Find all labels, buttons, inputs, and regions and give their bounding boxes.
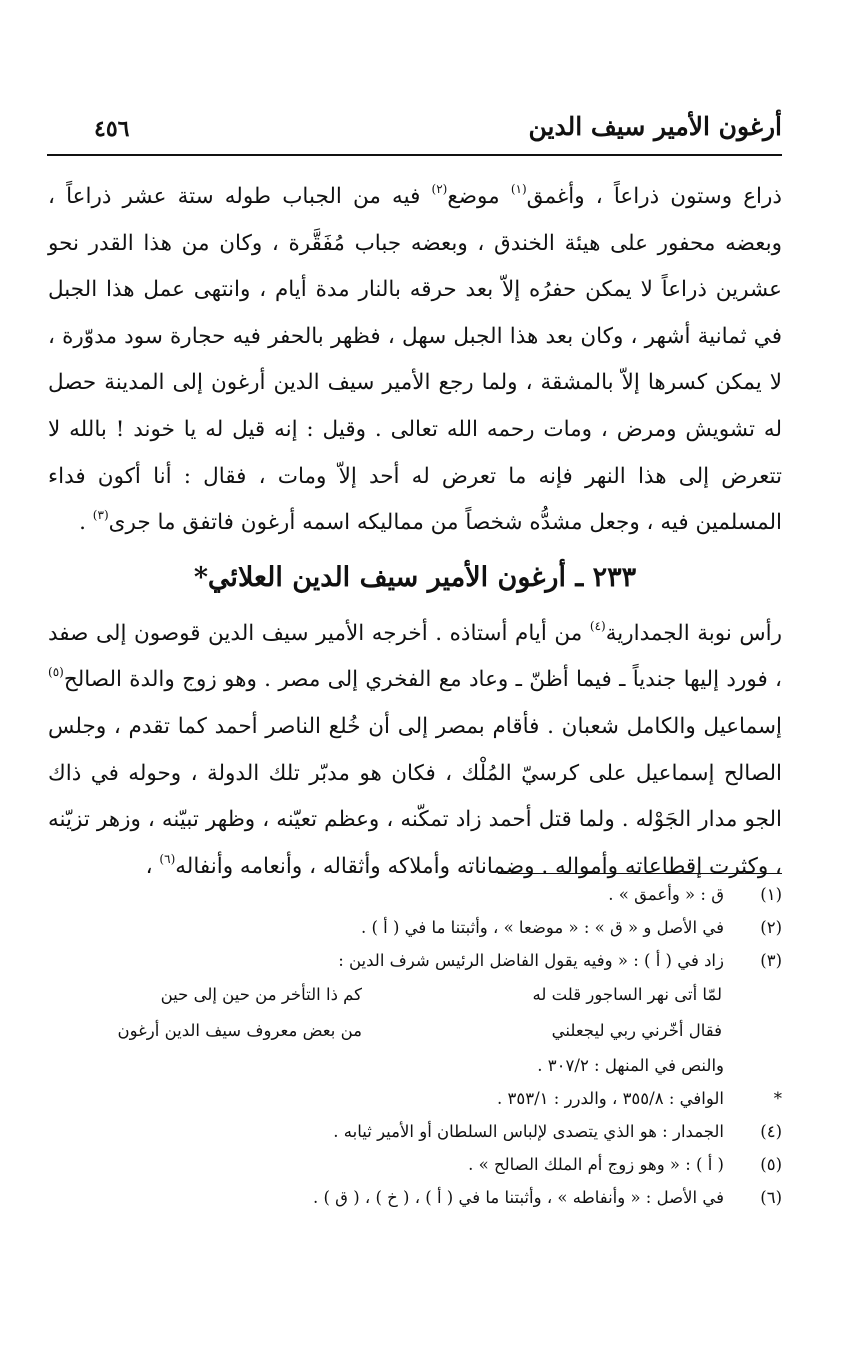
footnote-number: (١) [760, 885, 782, 904]
footnote-text: زاد في ( أ ) : « وفيه يقول الفاضل الرئيس شرف الدين : [338, 951, 724, 970]
footnote-ref-6: (٦) [159, 851, 176, 866]
text-segment: ، [145, 853, 160, 879]
footnote-2 [60, 911, 782, 944]
header-divider [47, 154, 782, 156]
verse-hemistich-right: لمّا أتى نهر الساجور قلت له [532, 985, 722, 1004]
footnote-ref-5: (٥) [48, 665, 64, 680]
footnote-number: (٥) [760, 1155, 782, 1174]
footnote-1 [60, 878, 782, 911]
paragraph-1 [48, 174, 782, 547]
footnote-3-source [60, 1049, 782, 1082]
footnote-text: في الأصل و « ق » : « موضعا » ، وأثبتنا ما في ( أ ) . [360, 918, 724, 937]
verse-line-2 [60, 1013, 782, 1049]
footnote-ref-1: (١) [510, 182, 527, 196]
footnote-6 [60, 1181, 782, 1214]
text-segment: موضع [447, 184, 511, 209]
footnote-text: الجمدار : هو الذي يتصدى لإلباس السلطان أو الأمير ثيابه . [333, 1122, 724, 1141]
running-header [47, 112, 782, 156]
footnote-number: (٤) [760, 1122, 782, 1141]
footnote-number: (٢) [760, 918, 782, 937]
footnote-3 [60, 944, 782, 977]
footnote-ref-3: (٣) [92, 508, 109, 523]
verse-hemistich-right: فقال أخّرني ربي ليجعلني [551, 1021, 722, 1040]
verse-hemistich-left: من بعض معروف سيف الدين أرغون [117, 1021, 362, 1040]
footnote-number: (٦) [760, 1188, 782, 1207]
footnote-text: ق : « وأعمق » . [608, 885, 724, 904]
main-text [48, 174, 782, 890]
footnote-marker: * [773, 1089, 782, 1108]
footnote-5 [60, 1148, 782, 1181]
footnote-ref-2: (٢) [431, 182, 448, 196]
footnotes [60, 878, 782, 1214]
footnote-4 [60, 1115, 782, 1148]
page-number: ٤٥٦ [94, 116, 130, 142]
text-segment: . [79, 510, 93, 536]
footnote-text: والنص في المنهل : ٣٠٧/٢ . [537, 1056, 724, 1075]
footnote-number: (٣) [760, 951, 782, 970]
footnote-star [60, 1082, 782, 1115]
verse-line-1 [60, 977, 782, 1013]
paragraph-2 [48, 611, 782, 891]
footnote-ref-4: (٤) [589, 618, 606, 633]
text-segment: من أيام أستاذه . أخرجه الأمير سيف الدين قوصون إلى صفد ، فورد إليها جندياً ـ فيما أظنّ ـ وعاد مع الفخري إلى مصر . وهو زوج والدة الصالح [48, 620, 782, 693]
footnote-divider [498, 873, 782, 874]
text-segment: إسماعيل والكامل شعبان . فأقام بمصر إلى أن خُلع الناصر أحمد كما تقدم ، وجلس الصالح إسماعيل على كرسيّ المُلْك ، فكان هو مدبّر تلك الدولة ، وحوله في ذاك الجو مدار الجَوْله . ولما قتل أحمد زاد تمكّنه ، وعظم تعيّنه ، وظهر تبيّنه ، وزهر تزيّنه ، وكثرت إقطاعاته وأمواله . وضماناته وأملاكه وأثقاله ، وأنعامه وأنفاله [48, 713, 783, 879]
text-segment: ذراع وستون ذراعاً ، وأغمق [526, 184, 782, 209]
verse-hemistich-left: كم ذا التأخر من حين إلى حين [160, 985, 362, 1004]
text-segment: فيه من الجباب طوله ستة عشر ذراعاً ، وبعضه محفور على هيئة الخندق ، وبعضه جباب مُفَقَّرة ، وكان من هذا القدر نحو عشرين ذراعاً لا يمكن حفرُه إلاّ بعد حرقه بالنار مدة أيام ، وانتهى عمل هذا الجبل في ثمانية أشهر ، وكان بعد هذا الجبل سهل ، فظهر بالحفر فيه حجارة سود مدوّرة ، لا يمكن كسرها إلاّ بالمشقة ، ولما رجع الأمير سيف الدين أرغون إلى المدينة حصل له تشويش ومرض ، ومات رحمه الله تعالى . وقيل : إنه قيل له يا خوند ! بالله لا تتعرض إلى هذا النهر فإنه ما تعرض له أحد إلاّ ومات ، فقال : أنا أكون فداء المسلمين فيه ، وجعل مشدُّه شخصاً من مماليكه اسمه أرغون فاتفق ما جرى [48, 184, 782, 536]
footnote-text: ( أ ) : « وهو زوج أم الملك الصالح » . [468, 1155, 724, 1174]
text-segment: رأس نوبة الجمدارية [605, 620, 782, 646]
entry-heading: ٢٣٣ ـ أرغون الأمير سيف الدين العلائي* [193, 561, 637, 593]
running-title: أرغون الأمير سيف الدين [528, 112, 782, 141]
footnote-text: الوافي : ٣٥٥/٨ ، والدرر : ٣٥٣/١ . [497, 1089, 724, 1108]
footnote-text: في الأصل : « وأنفاطه » ، وأثبتنا ما في ( أ ) ، ( خ ) ، ( ق ) . [312, 1188, 724, 1207]
